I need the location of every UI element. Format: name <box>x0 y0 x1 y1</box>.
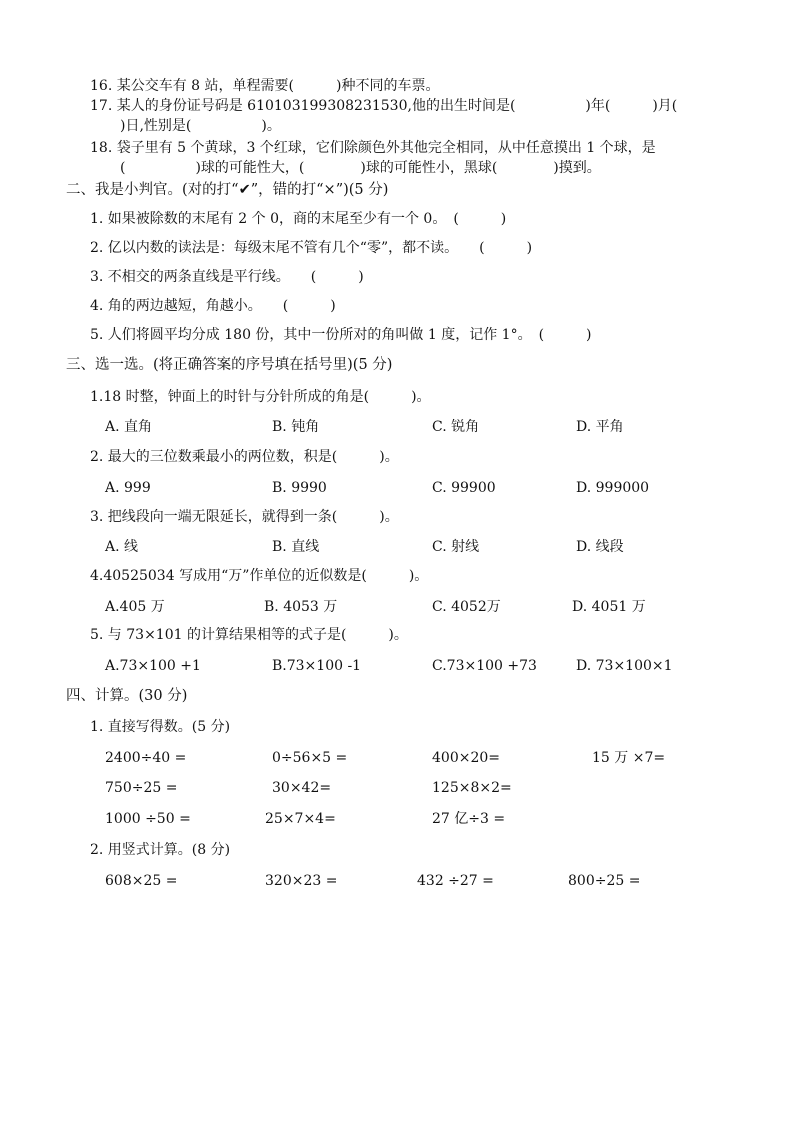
question-18-line2: ( )球的可能性大，( )球的可能性小，黑球( )摸到。 <box>120 160 601 176</box>
choice-option-a: A. 999 <box>105 480 151 496</box>
choice-option-d: D. 73×100×1 <box>576 658 673 674</box>
choice-option-a: A. 直角 <box>105 419 153 435</box>
mental-math-title: 1. 直接写得数。(5 分) <box>90 719 231 735</box>
choice-option-b: B. 4053 万 <box>264 599 338 615</box>
choice-option-c: C. 射线 <box>432 539 480 555</box>
vertical-calc-item: 800÷25 = <box>568 873 641 889</box>
choice-option-d: D. 线段 <box>576 539 624 555</box>
choice-question-5: 5. 与 73×101 的计算结果相等的式子是( )。 <box>90 627 408 643</box>
choice-option-c: C.73×100 +73 <box>432 658 537 674</box>
choice-option-c: C. 4052万 <box>432 599 501 615</box>
mental-math-item: 15 万 ×7= <box>592 750 666 766</box>
choice-option-a: A. 线 <box>105 539 139 555</box>
mental-math-item: 750÷25 = <box>105 780 178 796</box>
judge-question-3: 3. 不相交的两条直线是平行线。 ( ) <box>90 269 364 285</box>
judge-question-4: 4. 角的两边越短，角越小。 ( ) <box>90 298 336 314</box>
choice-option-d: D. 平角 <box>576 419 624 435</box>
question-17-line2: )日,性别是( )。 <box>120 118 281 134</box>
mental-math-item: 1000 ÷50 = <box>105 811 191 827</box>
choice-option-d: D. 999000 <box>576 480 650 496</box>
choice-option-b: B. 9990 <box>272 480 327 496</box>
choice-question-2: 2. 最大的三位数乘最小的两位数，积是( )。 <box>90 449 399 465</box>
choice-option-d: D. 4051 万 <box>572 599 646 615</box>
section-3-heading: 三、选一选。(将正确答案的序号填在括号里)(5 分) <box>66 357 393 373</box>
mental-math-item: 25×7×4= <box>265 811 336 827</box>
vertical-calc-item: 320×23 = <box>265 873 338 889</box>
question-17-line1: 17. 某人的身份证号码是 610103199308231530,他的出生时间是( )年( )月( <box>90 98 678 114</box>
mental-math-item: 27 亿÷3 = <box>432 811 506 827</box>
choice-option-c: C. 99900 <box>432 480 496 496</box>
vertical-calc-title: 2. 用竖式计算。(8 分) <box>90 842 231 858</box>
question-16: 16. 某公交车有 8 站，单程需要( )种不同的车票。 <box>90 78 440 94</box>
choice-question-1: 1.18 时整，钟面上的时针与分针所成的角是( )。 <box>90 389 431 405</box>
choice-option-b: B. 直线 <box>272 539 320 555</box>
judge-question-5: 5. 人们将圆平均分成 180 份，其中一份所对的角叫做 1 度，记作 1°。 ( ) <box>90 327 592 343</box>
judge-question-1: 1. 如果被除数的末尾有 2 个 0，商的末尾至少有一个 0。 ( ) <box>90 211 507 227</box>
choice-option-b: B. 钝角 <box>272 419 320 435</box>
mental-math-item: 400×20= <box>432 750 500 766</box>
section-4-heading: 四、计算。(30 分) <box>66 688 188 704</box>
choice-option-a: A.405 万 <box>105 599 165 615</box>
choice-question-4: 4.40525034 写成用“万”作单位的近似数是( )。 <box>90 568 429 584</box>
judge-question-2: 2. 亿以内数的读法是：每级末尾不管有几个“零”，都不读。 ( ) <box>90 240 533 256</box>
mental-math-item: 30×42= <box>272 780 332 796</box>
vertical-calc-item: 608×25 = <box>105 873 178 889</box>
choice-option-c: C. 锐角 <box>432 419 480 435</box>
choice-option-b: B.73×100 -1 <box>272 658 362 674</box>
choice-question-3: 3. 把线段向一端无限延长，就得到一条( )。 <box>90 509 399 525</box>
question-18-line1: 18. 袋子里有 5 个黄球，3 个红球，它们除颜色外其他完全相同，从中任意摸出 1 个球，是 <box>90 140 656 156</box>
choice-option-a: A.73×100 +1 <box>105 658 201 674</box>
mental-math-item: 0÷56×5 = <box>272 750 348 766</box>
mental-math-item: 2400÷40 = <box>105 750 187 766</box>
mental-math-item: 125×8×2= <box>432 780 512 796</box>
section-2-heading: 二、我是小判官。(对的打“✔”，错的打“×”)(5 分) <box>66 182 389 198</box>
vertical-calc-item: 432 ÷27 = <box>417 873 494 889</box>
